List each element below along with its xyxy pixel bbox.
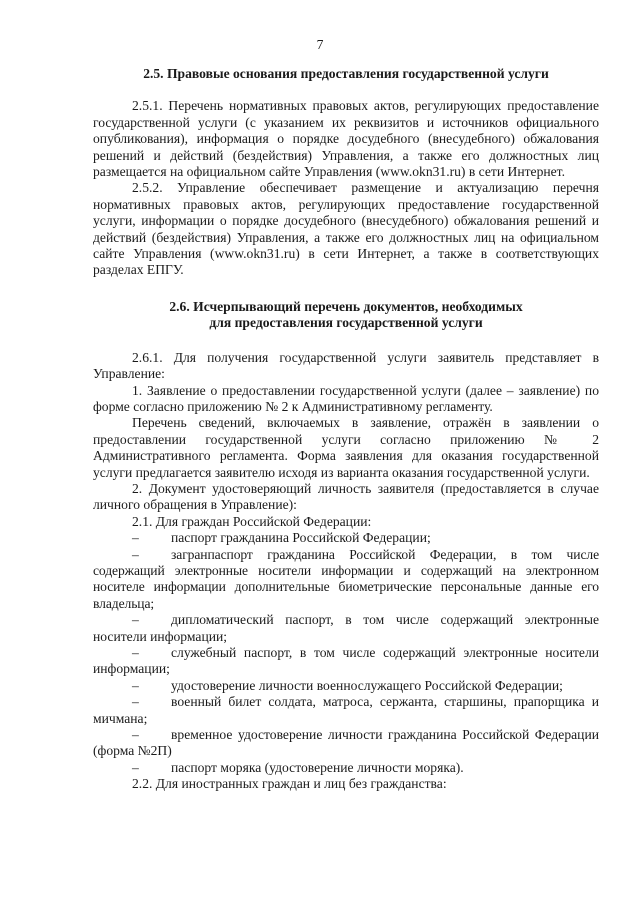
list-item-text: военный билет солдата, матроса, сержанта, старшины, прапорщика и мичмана; — [93, 694, 599, 726]
paragraph-item-2-1: 2.1. Для граждан Российской Федерации: — [132, 513, 372, 529]
section-heading-2-5: 2.5. Правовые основания предоставления государственной услуги — [143, 66, 549, 81]
document-body — [93, 66, 599, 793]
paragraph-field-list: Перечень сведений, включаемых в заявление, отражён в заявлении о предоставлении государственной услуги согласно приложению № 2 Административного регламента. Форма заявления для оказания государственной услуги предлагается заявителю исходя из варианта оказания государственной услуги. — [93, 415, 599, 480]
list-item — [93, 547, 599, 613]
list-item-text: паспорт гражданина Российской Федерации; — [171, 530, 431, 546]
list-item — [93, 645, 599, 678]
list-item-text: временное удостоверение личности гражданина Российской Федерации (форма №2П) — [93, 727, 599, 759]
list-item-text: служебный паспорт, в том числе содержащий электронные носители информации; — [93, 645, 599, 677]
list-item — [93, 612, 599, 645]
section-heading-2-6-line2: для предоставления государственной услуги — [209, 315, 483, 331]
list-item-text: удостоверение личности военнослужащего Российской Федерации; — [171, 677, 563, 693]
page-number: 7 — [316, 37, 324, 52]
paragraph-item-1: 1. Заявление о предоставлении государственной услуги (далее – заявление) по форме согласно приложению № 2 к Административному регламенту. — [93, 382, 599, 414]
dash-marker: – — [132, 546, 139, 562]
dash-marker: – — [132, 677, 139, 693]
list-item — [93, 694, 599, 727]
paragraph-2-5-2: 2.5.2. Управление обеспечивает размещение и актуализацию перечня нормативных правовых актов, регулирующих предоставление государственной услуги, информации о порядке досудебного (внесудебного) обжалования решений и действий (бездействия) Управления, а также его должностных лиц на официальном сайте Управления (www.okn31.ru) в сети Интернет, а также в соответствующих разделах ЕПГУ. — [93, 180, 599, 278]
section-heading-2-6-line1: 2.6. Исчерпывающий перечень документов, необходимых — [169, 298, 523, 314]
list-item — [93, 727, 599, 760]
dash-marker: – — [132, 612, 139, 628]
list-item-text: дипломатический паспорт, в том числе содержащий электронные носители информации; — [93, 612, 599, 644]
dash-marker: – — [132, 645, 139, 660]
list-item-text: загранпаспорт гражданина Российской Федерации, в том числе содержащий электронные носители информации и содержащий на электронном носителе информации дополнительные биометрические персональные данные его владельца; — [93, 546, 599, 611]
dash-marker: – — [132, 727, 139, 743]
paragraph-2-5-1: 2.5.1. Перечень нормативных правовых актов, регулирующих предоставление государственной услуги (с указанием их реквизитов и источников официального опубликования), информация о порядке досудебного (внесудебного) обжалования решений и действий (бездействия) Управления, а также его должностных лиц размещается на официальном сайте Управления (www.okn31.ru) в сети Интернет. — [93, 98, 599, 180]
list-item-text: паспорт моряка (удостоверение личности моряка). — [171, 759, 464, 775]
list-item — [93, 760, 599, 776]
dash-marker: – — [132, 530, 139, 546]
paragraph-2-6-1: 2.6.1. Для получения государственной услуги заявитель представляет в Управление: — [93, 349, 599, 382]
dash-marker: – — [132, 759, 139, 775]
dash-marker: – — [132, 694, 139, 710]
paragraph-item-2-2: 2.2. Для иностранных граждан и лиц без гражданства: — [132, 776, 447, 792]
paragraph-item-2: 2. Документ удостоверяющий личность заявителя (предоставляется в случае личного обращения в Управление): — [93, 480, 599, 513]
list-item — [93, 530, 599, 546]
section-heading-2-6 — [93, 299, 599, 332]
list-item — [93, 678, 599, 694]
